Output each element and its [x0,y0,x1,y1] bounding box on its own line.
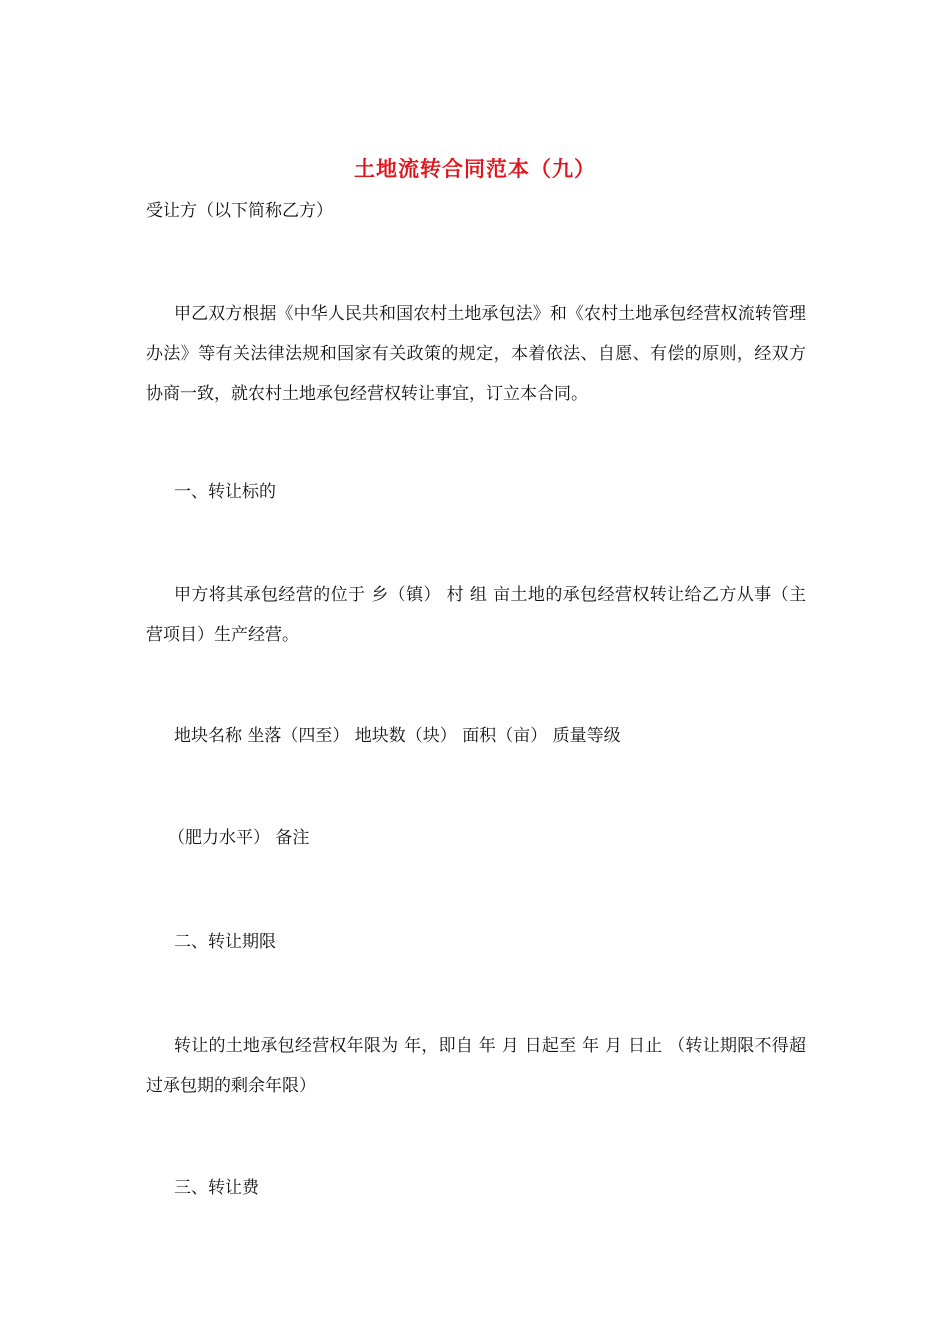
section-3-heading: 三、转让费 [174,1178,259,1198]
document-title: 土地流转合同范本（九） [354,156,596,181]
section-2-body: 转让的土地承包经营权年限为 年，即自 年 月 日起至 年 月 日止 （转让期限不得超过承包期的剩余年限） [146,1036,806,1096]
section-1-heading: 一、转让标的 [174,482,276,502]
section-2-heading: 二、转让期限 [174,932,276,952]
intro-paragraph: 甲乙双方根据《中华人民共和国农村土地承包法》和《农村土地承包经营权流转管理办法》等有关法律法规和国家有关政策的规定，本着依法、自愿、有偿的原则，经双方协商一致，就农村土地承包经营权转让事宜，订立本合同。 [146,304,806,404]
section-1-body: 甲方将其承包经营的位于 乡（镇） 村 组 亩土地的承包经营权转让给乙方从事（主营项目）生产经营。 [146,585,806,645]
party-b-line: 受让方（以下简称乙方） [146,201,333,221]
table-header-line-1: 地块名称 坐落（四至） 地块数（块） 面积（亩） 质量等级 [174,726,621,746]
table-header-line-2: （肥力水平） 备注 [168,828,310,848]
